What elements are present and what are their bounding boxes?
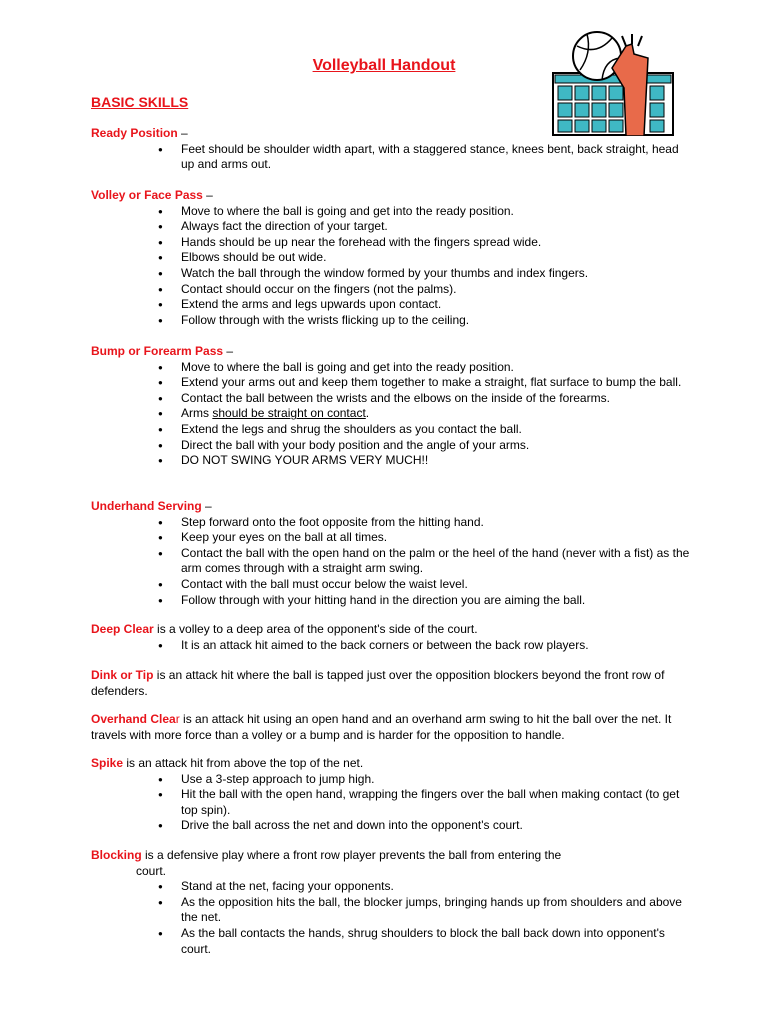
list-item: ● As the opposition hits the ball, the blocker jumps, bringing hands up from shoulders and above the net. bbox=[91, 895, 691, 926]
volleyball-net-hand-icon bbox=[552, 28, 674, 136]
list-item: ● Extend the legs and shrug the shoulders as you contact the ball. bbox=[91, 422, 691, 438]
dink-text: is an attack hit where the ball is tapped just over the opposition blockers beyond the front row of defenders. bbox=[91, 668, 665, 698]
list-item: ● DO NOT SWING YOUR ARMS VERY MUCH!! bbox=[91, 453, 691, 469]
heading-dash: – bbox=[202, 188, 213, 202]
spike-section bbox=[91, 756, 691, 834]
list-item: ● Extend the arms and legs upwards upon contact. bbox=[91, 297, 691, 313]
heading-dash: – bbox=[177, 126, 188, 140]
heading-dash: – bbox=[201, 499, 212, 513]
blocking-heading: Blocking bbox=[91, 848, 142, 862]
list-item: ● Hit the ball with the open hand, wrapping the fingers over the ball when making contact (to get top spin). bbox=[91, 787, 691, 818]
blocking-text-continued: court. bbox=[136, 863, 167, 878]
list-item: ● Move to where the ball is going and get into the ready position. bbox=[91, 204, 691, 220]
list-item: ● Drive the ball across the net and down into the opponent's court. bbox=[91, 818, 691, 834]
overhand-heading-tail: r bbox=[175, 712, 180, 726]
list-item: ● Feet should be shoulder width apart, with a staggered stance, knees bent, back straight, head up and arms out. bbox=[91, 142, 691, 173]
deep-clear-heading: Deep Clear bbox=[91, 622, 154, 636]
heading-dash: – bbox=[223, 344, 234, 358]
underhand-serving-section bbox=[91, 499, 691, 608]
list-item: ● Keep your eyes on the ball at all times. bbox=[91, 530, 691, 546]
list-item: ● Contact the ball between the wrists and the elbows on the inside of the forearms. bbox=[91, 391, 691, 407]
list-item: ● Always fact the direction of your target. bbox=[91, 219, 691, 235]
list-item: ● Extend your arms out and keep them together to make a straight, flat surface to bump the ball. bbox=[91, 375, 691, 391]
list-item: ● Move to where the ball is going and get into the ready position. bbox=[91, 360, 691, 376]
volley-heading: Volley or Face Pass bbox=[91, 188, 203, 202]
list-item: ● Step forward onto the foot opposite from the hitting hand. bbox=[91, 515, 691, 531]
list-item: ● Contact with the ball must occur below the waist level. bbox=[91, 577, 691, 593]
deep-clear-section bbox=[91, 622, 691, 653]
list-item: ● Stand at the net, facing your opponents. bbox=[91, 879, 691, 895]
list-item bbox=[91, 406, 691, 422]
spike-text: is an attack hit from above the top of the net. bbox=[123, 756, 364, 770]
list-item: ● Direct the ball with your body position and the angle of your arms. bbox=[91, 438, 691, 454]
list-item: ● Watch the ball through the window formed by your thumbs and index fingers. bbox=[91, 266, 691, 282]
ready-position-heading: Ready Position bbox=[91, 126, 178, 140]
dink-heading: Dink or Tip bbox=[91, 668, 154, 682]
bump-section bbox=[91, 344, 691, 469]
page-title: Volleyball Handout bbox=[312, 57, 456, 74]
section-heading-basic-skills: BASIC SKILLS bbox=[91, 94, 189, 110]
list-item: ● Follow through with your hitting hand in the direction you are aiming the ball. bbox=[91, 593, 691, 609]
overhand-clear-heading: Overhand Clea bbox=[91, 712, 176, 726]
arms-period: . bbox=[365, 406, 370, 421]
arms-text: Arms bbox=[181, 406, 213, 421]
deep-clear-text: is a volley to a deep area of the opponent's side of the court. bbox=[153, 622, 478, 636]
underhand-heading: Underhand Serving bbox=[91, 499, 202, 513]
bump-heading: Bump or Forearm Pass bbox=[91, 344, 224, 358]
ready-position-section bbox=[91, 126, 691, 173]
list-item: ● Hands should be up near the forehead with the fingers spread wide. bbox=[91, 235, 691, 251]
list-item: ● Follow through with the wrists flicking up to the ceiling. bbox=[91, 313, 691, 329]
blocking-text: is a defensive play where a front row player prevents the ball from entering the bbox=[141, 848, 562, 862]
dink-section bbox=[91, 668, 686, 699]
arms-underlined-text: should be straight on contact bbox=[212, 406, 366, 421]
overhand-text: is an attack hit using an open hand and an overhand arm swing to hit the ball over the net. It travels with more force than a volley or a bump and is harder for the opposition to handle. bbox=[91, 712, 672, 742]
list-item: ● It is an attack hit aimed to the back corners or between the back row players. bbox=[91, 638, 691, 654]
blocking-section bbox=[91, 848, 691, 957]
list-item: ● Elbows should be out wide. bbox=[91, 250, 691, 266]
overhand-clear-section bbox=[91, 712, 686, 743]
spike-heading: Spike bbox=[91, 756, 124, 770]
list-item: ● Use a 3-step approach to jump high. bbox=[91, 772, 691, 788]
list-item: ● Contact should occur on the fingers (not the palms). bbox=[91, 282, 691, 298]
list-item: ● Contact the ball with the open hand on the palm or the heel of the hand (never with a fist) as the arm comes through with a straight arm swing. bbox=[91, 546, 691, 577]
volley-section bbox=[91, 188, 691, 328]
list-item: ● As the ball contacts the hands, shrug shoulders to block the ball back down into opponent's court. bbox=[91, 926, 691, 957]
